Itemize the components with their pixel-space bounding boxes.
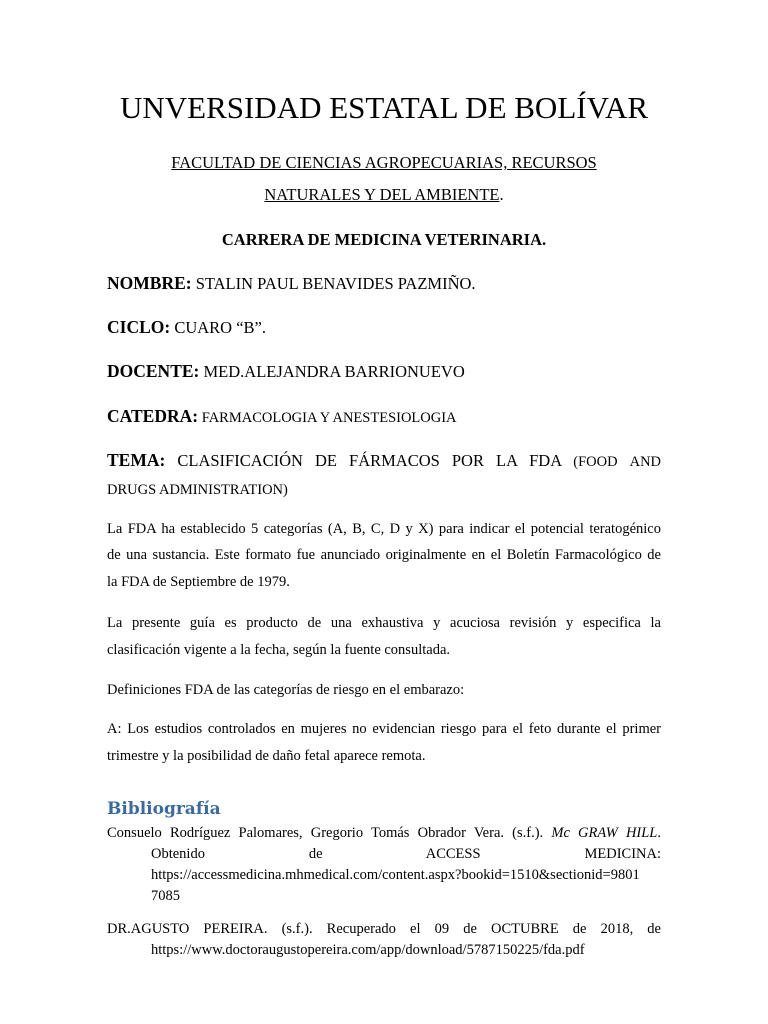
- tema-word: POR: [451, 451, 484, 470]
- reference-1-line-1: [107, 823, 661, 843]
- reference-1-word: MEDICINA:: [584, 846, 662, 862]
- field-docente: [107, 360, 465, 383]
- faculty-line-2: [0, 184, 768, 206]
- faculty-line-1: [0, 152, 768, 174]
- paragraph-4-line-2: trimestre y la posibilidad de daño fetal aparece remota.: [107, 748, 426, 764]
- reference-1-url-continued[interactable]: 7085: [151, 888, 180, 904]
- university-title: UNVERSIDAD ESTATAL DE BOLÍVAR: [119, 90, 649, 125]
- tema-word: FDA: [529, 451, 562, 470]
- docente-value: MED.ALEJANDRA BARRIONUEVO: [199, 362, 465, 381]
- field-nombre: [107, 272, 476, 295]
- paragraph-2-line-1: La presente guía es producto de una exhaustiva y acuciosa revisión y especifica la: [107, 615, 661, 631]
- career-title: CARRERA DE MEDICINA VETERINARIA.: [221, 230, 547, 249]
- nombre-value: STALIN PAUL BENAVIDES PAZMIÑO.: [191, 274, 476, 293]
- ciclo-label: CICLO:: [107, 317, 171, 337]
- field-ciclo: [107, 316, 266, 339]
- catedra-value: FARMACOLOGIA Y ANESTESIOLOGIA: [198, 410, 457, 426]
- paragraph-3: Definiciones FDA de las categorías de riesgo en el embarazo:: [107, 682, 465, 698]
- paragraph-4-line-1: A: Los estudios controlados en mujeres no evidencian riesgo para el feto durante el primer: [107, 721, 661, 737]
- tema-word: CLASIFICACIÓN: [177, 451, 303, 470]
- paragraph-1-line-3: la FDA de Septiembre de 1979.: [107, 574, 290, 590]
- tema-paren-word: (FOOD: [573, 454, 618, 470]
- reference-1-url[interactable]: https://accessmedicina.mhmedical.com/content.aspx?bookid=1510&sectionid=9801: [151, 867, 640, 883]
- reference-1-word: de: [308, 846, 323, 862]
- ciclo-value: CUARO “B”.: [170, 318, 266, 337]
- field-tema-line-2: DRUGS ADMINISTRATION): [107, 482, 288, 498]
- reference-1-period: .: [657, 825, 661, 841]
- field-tema-line-1: [107, 449, 661, 473]
- tema-word: DE: [315, 451, 337, 470]
- tema-word: LA: [496, 451, 518, 470]
- tema-label: TEMA:: [107, 450, 166, 470]
- reference-1-word: Obtenido: [151, 846, 205, 862]
- paragraph-2-line-2: clasificación vigente a la fecha, según la fuente consultada.: [107, 642, 451, 658]
- reference-1-line-2: [151, 844, 661, 864]
- nombre-label: NOMBRE:: [107, 273, 192, 293]
- paragraph-1-line-1: La FDA ha establecido 5 categorías (A, B, C, D y X) para indicar el potencial teratogénico: [107, 521, 661, 537]
- reference-1-publisher: Mc GRAW HILL: [551, 825, 658, 841]
- faculty-period: .: [499, 185, 504, 204]
- reference-2-line-1: DR.AGUSTO PEREIRA. (s.f.). Recuperado el 09 de OCTUBRE de 2018, de: [107, 921, 661, 937]
- faculty-name-part-1: FACULTAD DE CIENCIAS AGROPECUARIAS, RECURSOS: [171, 153, 597, 172]
- paragraph-1-line-2: de una sustancia. Este formato fue anunciado originalmente en el Boletín Farmacológico de: [107, 547, 661, 563]
- docente-label: DOCENTE:: [107, 361, 200, 381]
- reference-1-word: ACCESS: [425, 846, 481, 862]
- tema-word: FÁRMACOS: [349, 451, 440, 470]
- field-catedra: [107, 405, 457, 429]
- reference-2-url[interactable]: https://www.doctoraugustopereira.com/app/download/5787150225/fda.pdf: [151, 942, 585, 958]
- catedra-label: CATEDRA:: [107, 406, 199, 426]
- faculty-name-part-2: NATURALES Y DEL AMBIENTE: [264, 185, 500, 204]
- reference-1-authors: Consuelo Rodríguez Palomares, Gregorio Tomás Obrador Vera. (s.f.).: [107, 825, 552, 841]
- tema-paren-word: AND: [629, 454, 662, 470]
- bibliography-heading: Bibliografía: [107, 799, 221, 819]
